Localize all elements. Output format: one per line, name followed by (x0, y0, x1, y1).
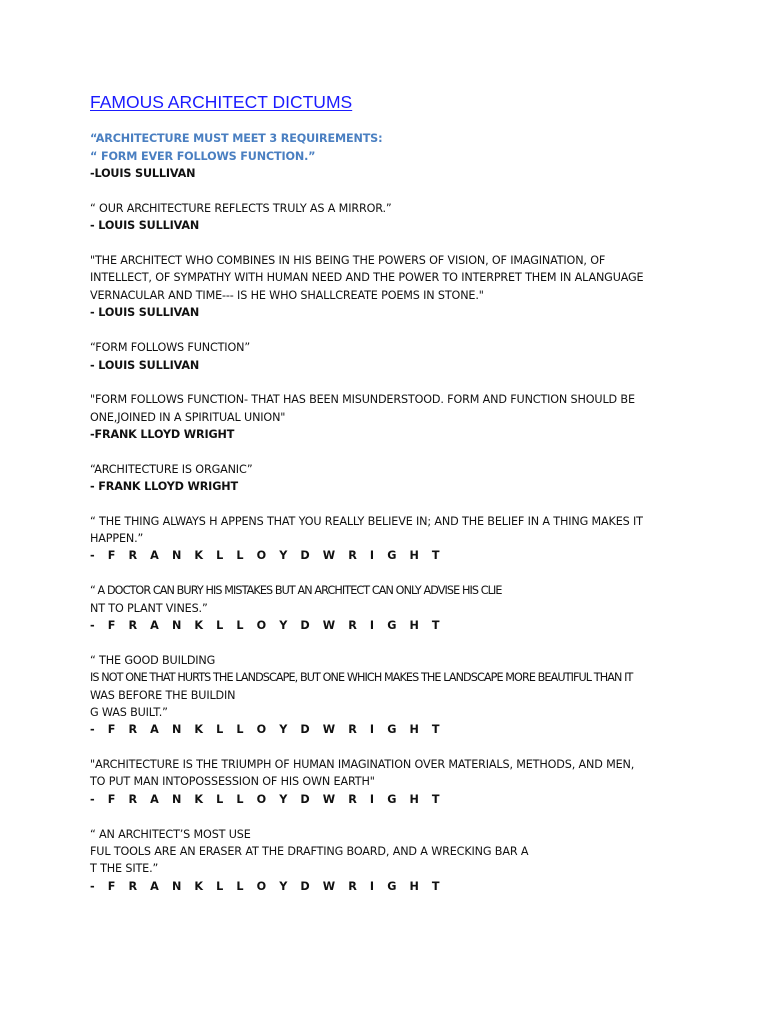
attribution: - LOUIS SULLIVAN (90, 219, 200, 232)
quote-line: “ FORM EVER FOLLOWS FUNCTION.” (90, 150, 316, 163)
quote-line: WAS BEFORE THE BUILDIN (90, 689, 236, 702)
quote-line: “ THE THING ALWAYS H APPENS THAT YOU REALLY BELIEVE IN; AND THE BELIEF IN A THING MAKES IT (90, 515, 643, 528)
quote-line: T THE SITE.” (90, 862, 159, 875)
attribution: - FRANK LLOYD WRIGHT (90, 480, 238, 493)
quote-line: “ THE GOOD BUILDING (90, 654, 216, 667)
quote-line: HAPPEN.” (90, 532, 144, 545)
quote-line: FUL TOOLS ARE AN ERASER AT THE DRAFTING BOARD, AND A WRECKING BAR A (90, 845, 529, 858)
quote-line: “FORM FOLLOWS FUNCTION” (90, 341, 250, 354)
quote-line: VERNACULAR AND TIME--- IS HE WHO SHALLCREATE POEMS IN STONE." (90, 289, 484, 302)
quote-line: NT TO PLANT VINES.” (90, 602, 208, 615)
quote-line: “ OUR ARCHITECTURE REFLECTS TRULY AS A MIRROR.” (90, 202, 392, 215)
quote-line: “ARCHITECTURE MUST MEET 3 REQUIREMENTS: (90, 132, 383, 145)
attribution: - F R A N K L L O Y D W R I G H T (90, 793, 445, 806)
quote-line: "THE ARCHITECT WHO COMBINES IN HIS BEING THE POWERS OF VISION, OF IMAGINATION, OF (90, 254, 606, 267)
quote-line: INTELLECT, OF SYMPATHY WITH HUMAN NEED AND THE POWER TO INTERPRET THEM IN ALANGUAGE (90, 271, 644, 284)
quote-line: IS NOT ONE THAT HURTS THE LANDSCAPE, BUT ONE WHICH MAKES THE LANDSCAPE MORE BEAUTIFUL THAN IT (90, 671, 633, 684)
attribution: -FRANK LLOYD WRIGHT (90, 428, 235, 441)
attribution: - LOUIS SULLIVAN (90, 306, 200, 319)
quote-line: “ AN ARCHITECT’S MOST USE (90, 828, 251, 841)
attribution: -LOUIS SULLIVAN (90, 167, 196, 180)
attribution: - LOUIS SULLIVAN (90, 359, 200, 372)
quote-line: TO PUT MAN INTOPOSSESSION OF HIS OWN EARTH" (90, 775, 375, 788)
attribution: - F R A N K L L O Y D W R I G H T (90, 549, 445, 562)
attribution: - F R A N K L L O Y D W R I G H T (90, 723, 445, 736)
quote-line: G WAS BUILT.” (90, 706, 168, 719)
quote-line: “ARCHITECTURE IS ORGANIC” (90, 463, 253, 476)
page-title: FAMOUS ARCHITECT DICTUMS (90, 92, 353, 112)
quote-line: ONE,JOINED IN A SPIRITUAL UNION" (90, 411, 286, 424)
quote-line: "ARCHITECTURE IS THE TRIUMPH OF HUMAN IMAGINATION OVER MATERIALS, METHODS, AND MEN, (90, 758, 635, 771)
quote-line: "FORM FOLLOWS FUNCTION- THAT HAS BEEN MISUNDERSTOOD. FORM AND FUNCTION SHOULD BE (90, 393, 635, 406)
attribution: - F R A N K L L O Y D W R I G H T (90, 619, 445, 632)
quote-line: “ A DOCTOR CAN BURY HIS MISTAKES BUT AN ARCHITECT CAN ONLY ADVISE HIS CLIE (90, 584, 502, 597)
attribution: - F R A N K L L O Y D W R I G H T (90, 880, 445, 893)
